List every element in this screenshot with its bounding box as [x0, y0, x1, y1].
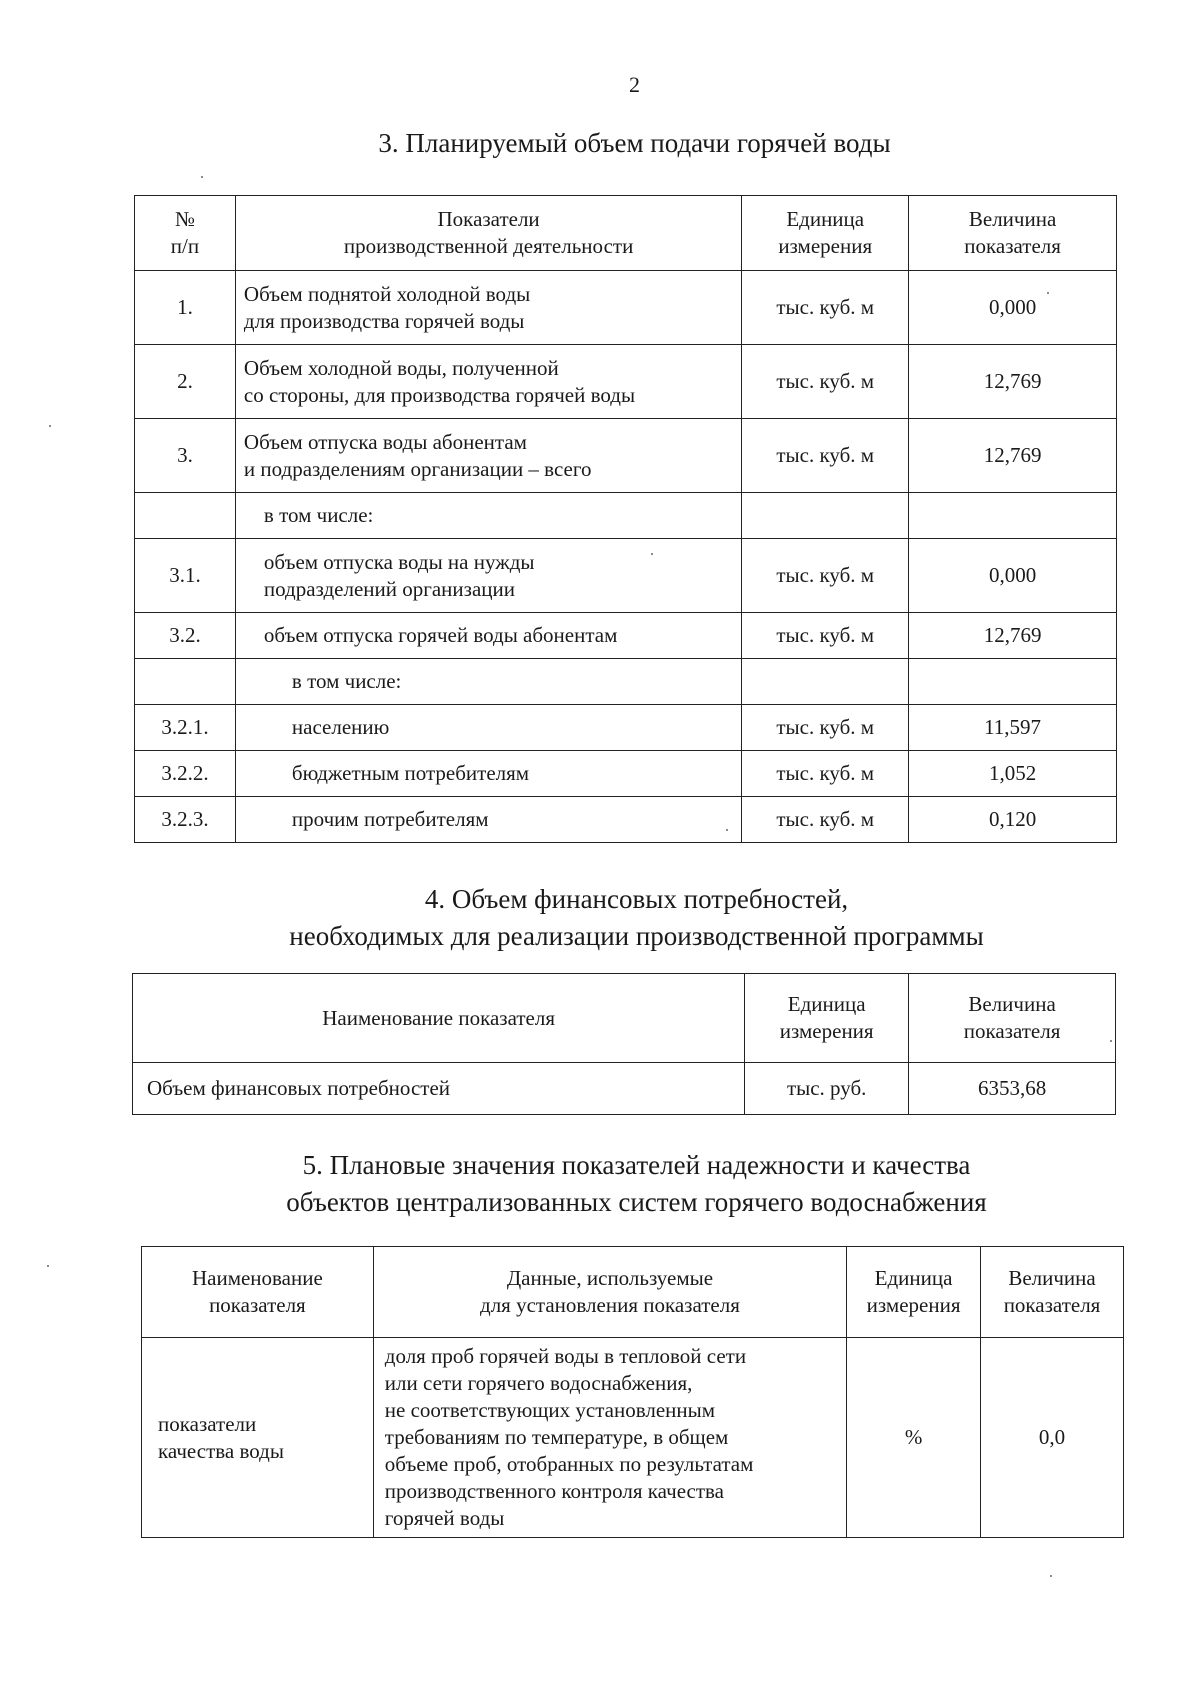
scan-speck	[1047, 292, 1049, 294]
row-num: 3.	[135, 419, 236, 493]
row-text: Объем холодной воды, полученной со стороны, для производства горячей воды	[235, 345, 741, 419]
row-text: объем отпуска воды на нужды подразделений организации	[235, 539, 741, 613]
section-5-table	[141, 1246, 1124, 1538]
scan-speck	[47, 1265, 49, 1267]
section-3-table	[134, 195, 1117, 843]
scan-speck	[1110, 1040, 1112, 1042]
row-text: Объем поднятой холодной воды для производства горячей воды	[235, 271, 741, 345]
header-unit: Единица измерения	[847, 1247, 981, 1338]
row-text: бюджетным потребителям	[235, 751, 741, 797]
scan-speck	[651, 553, 653, 555]
row-value: 12,769	[909, 345, 1117, 419]
row-num: 3.1.	[135, 539, 236, 613]
row-unit: тыс. куб. м	[742, 419, 909, 493]
row-num: 2.	[135, 345, 236, 419]
row-value: 0,120	[909, 797, 1117, 843]
section-5-title: 5. Плановые значения показателей надежности и качества объектов централизованных систем горячего водоснабжения	[286, 1150, 987, 1217]
row-text: в том числе:	[235, 493, 741, 539]
row-unit: тыс. куб. м	[742, 271, 909, 345]
section-4-title: 4. Объем финансовых потребностей, необходимых для реализации производственной программы	[289, 884, 984, 951]
header-value: Величина показателя	[909, 196, 1117, 271]
page-number: 2	[629, 72, 640, 97]
table-header-row	[133, 974, 1116, 1063]
row-num: 1.	[135, 271, 236, 345]
row-text: прочим потребителям	[235, 797, 741, 843]
row-value: 0,000	[909, 539, 1117, 613]
table-row	[135, 419, 1117, 493]
table-row	[142, 1338, 1124, 1538]
row-value	[909, 493, 1117, 539]
row-unit	[742, 659, 909, 705]
header-value: Величина показателя	[981, 1247, 1124, 1338]
header-indicator: Показатели производственной деятельности	[235, 196, 741, 271]
row-unit: тыс. куб. м	[742, 539, 909, 613]
row-num	[135, 493, 236, 539]
row-num	[135, 659, 236, 705]
table-row	[135, 493, 1117, 539]
table-row	[135, 271, 1117, 345]
section-4-table	[132, 973, 1116, 1115]
scan-speck	[49, 425, 51, 427]
row-value: 11,597	[909, 705, 1117, 751]
row-unit: тыс. руб.	[745, 1063, 909, 1115]
scan-speck	[726, 829, 728, 831]
header-name: Наименование показателя	[133, 974, 745, 1063]
table-header-row	[135, 196, 1117, 271]
row-unit: тыс. куб. м	[742, 613, 909, 659]
scan-speck	[1050, 1575, 1052, 1577]
row-text: объем отпуска горячей воды абонентам	[235, 613, 741, 659]
row-unit: тыс. куб. м	[742, 797, 909, 843]
table-row	[135, 751, 1117, 797]
table-row	[135, 705, 1117, 751]
scan-speck	[201, 176, 203, 178]
header-unit: Единица измерения	[745, 974, 909, 1063]
row-value: 6353,68	[909, 1063, 1116, 1115]
row-num: 3.2.1.	[135, 705, 236, 751]
row-unit	[742, 493, 909, 539]
row-data: доля проб горячей воды в тепловой сети или сети горячего водоснабжения, не соответствующих установленным требованиям по температуре, в общем объеме проб, отобранных по результатам производственного контроля качества горячей воды	[373, 1338, 846, 1538]
row-name: показатели качества воды	[142, 1338, 374, 1538]
row-text: в том числе:	[235, 659, 741, 705]
row-unit: тыс. куб. м	[742, 751, 909, 797]
header-value: Величина показателя	[909, 974, 1116, 1063]
table-row	[133, 1063, 1116, 1115]
table-row	[135, 659, 1117, 705]
row-unit: тыс. куб. м	[742, 705, 909, 751]
row-value: 12,769	[909, 419, 1117, 493]
row-value: 0,0	[981, 1338, 1124, 1538]
table-row	[135, 345, 1117, 419]
row-value	[909, 659, 1117, 705]
row-value: 12,769	[909, 613, 1117, 659]
table-row	[135, 613, 1117, 659]
row-unit: тыс. куб. м	[742, 345, 909, 419]
header-data: Данные, используемые для установления показателя	[373, 1247, 846, 1338]
row-value: 1,052	[909, 751, 1117, 797]
row-unit: %	[847, 1338, 981, 1538]
table-header-row	[142, 1247, 1124, 1338]
header-unit: Единица измерения	[742, 196, 909, 271]
row-name: Объем финансовых потребностей	[133, 1063, 745, 1115]
header-num: № п/п	[135, 196, 236, 271]
row-num: 3.2.2.	[135, 751, 236, 797]
table-row	[135, 797, 1117, 843]
row-text: Объем отпуска воды абонентам и подразделениям организации – всего	[235, 419, 741, 493]
section-3-title: 3. Планируемый объем подачи горячей воды	[378, 128, 891, 158]
table-row	[135, 539, 1117, 613]
row-num: 3.2.	[135, 613, 236, 659]
row-text: населению	[235, 705, 741, 751]
row-value: 0,000	[909, 271, 1117, 345]
row-num: 3.2.3.	[135, 797, 236, 843]
header-name: Наименование показателя	[142, 1247, 374, 1338]
